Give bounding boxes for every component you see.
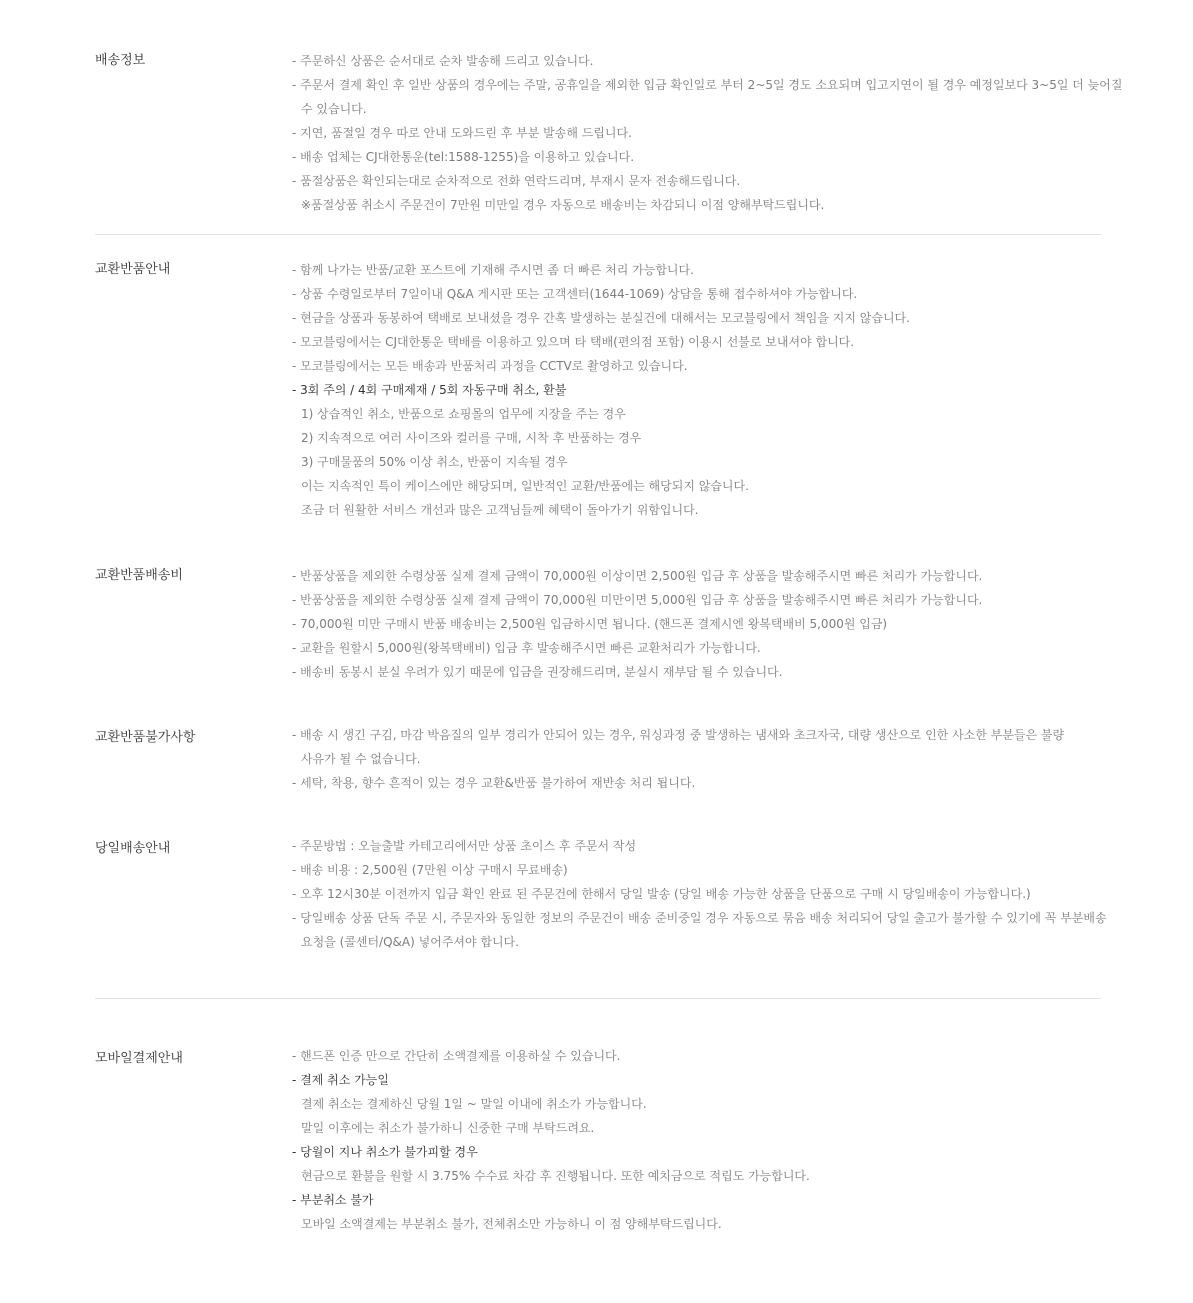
info-line: - 세탁, 착용, 향수 흔적이 있는 경우 교환&반품 불가하여 재반송 처리 됩니다.: [292, 776, 696, 790]
info-line: - 지연, 품절일 경우 따로 안내 도와드린 후 부분 발송해 드립니다.: [292, 126, 632, 140]
info-line: 3) 구매물품의 50% 이상 취소, 반품이 지속될 경우: [301, 455, 568, 469]
info-line: - 모코블링에서는 CJ대한통운 택배를 이용하고 있으며 타 택배(편의점 포함) 이용시 선불로 보내셔야 합니다.: [292, 335, 855, 349]
section-title: 모바일결제안내: [95, 1051, 183, 1066]
info-line: 이는 지속적인 특이 케이스에만 해당되며, 일반적인 교환/반품에는 해당되지 않습니다.: [301, 479, 749, 493]
info-line: 1) 상습적인 취소, 반품으로 쇼핑몰의 업무에 지장을 주는 경우: [301, 407, 626, 421]
info-line-emphasis: - 3회 주의 / 4회 구매제재 / 5회 자동구매 취소, 환불: [292, 383, 567, 397]
info-line: 사유가 될 수 없습니다.: [301, 752, 421, 766]
section-content: [292, 258, 1104, 522]
section-content: [292, 564, 1104, 684]
info-line: - 주문하신 상품은 순서대로 순차 발송해 드리고 있습니다.: [292, 54, 594, 68]
info-line: - 배송 시 생긴 구김, 마감 박음질의 일부 경리가 안되어 있는 경우, 워싱과정 중 발생하는 냄새와 초크자국, 대량 생산으로 인한 사소한 부분들은 불량: [292, 728, 1065, 742]
info-line: - 함께 나가는 반품/교환 포스트에 기재해 주시면 좀 더 빠른 처리 가능합니다.: [292, 263, 694, 277]
info-line: ※품절상품 취소시 주문건이 7만원 미만일 경우 자동으로 배송비는 차감되니 이점 양해부탁드립니다.: [301, 198, 825, 212]
info-line: - 오후 12시30분 이전까지 입금 확인 완료 된 주문건에 한해서 당일 발송 (당일 배송 가능한 상품을 단품으로 구매 시 당일배송이 가능합니다.): [292, 887, 1031, 901]
info-line: - 70,000원 미만 구매시 반품 배송비는 2,500원 입금하시면 됩니다. (핸드폰 결제시엔 왕복택배비 5,000원 입금): [292, 617, 888, 631]
info-line: 말일 이후에는 취소가 불가하니 신중한 구매 부탁드려요.: [301, 1121, 595, 1135]
info-line: - 품절상품은 확인되는대로 순차적으로 전화 연락드리며, 부재시 문자 전송해드립니다.: [292, 174, 741, 188]
section-title: 배송정보: [95, 53, 146, 68]
info-line: - 반품상품을 제외한 수령상품 실제 결제 금액이 70,000원 이상이면 2,500원 입금 후 상품을 발송해주시면 빠른 처리가 가능합니다.: [292, 569, 983, 583]
info-line: - 핸드폰 인증 만으로 간단히 소액결제를 이용하실 수 있습니다.: [292, 1049, 621, 1063]
info-line: 현금으로 환불을 원할 시 3.75% 수수료 차감 후 진행됩니다. 또한 예치금으로 적립도 가능합니다.: [301, 1169, 810, 1183]
info-line: 2) 지속적으로 여러 사이즈와 컬러를 구매, 시착 후 반품하는 경우: [301, 431, 642, 445]
info-line: 수 있습니다.: [301, 102, 367, 116]
info-line: - 반품상품을 제외한 수령상품 실제 결제 금액이 70,000원 미만이면 5,000원 입금 후 상품을 발송해주시면 빠른 처리가 가능합니다.: [292, 593, 983, 607]
info-line: - 상품 수령일로부터 7일이내 Q&A 게시판 또는 고객센터(1644-1069) 상담을 통해 접수하셔야 가능합니다.: [292, 287, 858, 301]
section-content: [292, 834, 1107, 954]
section-content: [292, 49, 1123, 217]
section-content: [292, 723, 1104, 795]
info-line: - 주문서 결제 확인 후 일반 상품의 경우에는 주말, 공휴일을 제외한 입금 확인일로 부터 2~5일 경도 소요되며 입고지연이 될 경우 예정일보다 3~5일 더 늦어질: [292, 78, 1123, 92]
info-line: - 주문방법 : 오늘출발 카테고리에서만 상품 초이스 후 주문서 작성: [292, 839, 637, 853]
info-line: 모바일 소액결제는 부분취소 불가, 전체취소만 가능하니 이 점 양해부탁드립니다.: [301, 1217, 722, 1231]
section-title: 당일배송안내: [95, 841, 171, 856]
info-line: - 모코블링에서는 모든 배송과 반품처리 과정을 CCTV로 촬영하고 있습니다.: [292, 359, 688, 373]
info-line: 요청을 (콜센터/Q&A) 넣어주셔야 합니다.: [301, 935, 519, 949]
section-divider: [95, 998, 1101, 999]
info-line: - 배송 업체는 CJ대한통운(tel:1588-1255)을 이용하고 있습니다.: [292, 150, 635, 164]
info-line: 조금 더 원활한 서비스 개선과 많은 고객님들께 혜택이 돌아가기 위함입니다.: [301, 503, 699, 517]
info-line: 결제 취소는 결제하신 당월 1일 ~ 말일 이내에 취소가 가능합니다.: [301, 1097, 647, 1111]
section-divider: [95, 234, 1101, 235]
info-line-emphasis: - 결제 취소 가능일: [292, 1073, 389, 1087]
info-line: - 배송비 동봉시 분실 우려가 있기 때문에 입금을 권장해드리며, 분실시 재부담 될 수 있습니다.: [292, 665, 783, 679]
info-line: - 당일배송 상품 단독 주문 시, 주문자와 동일한 정보의 주문건이 배송 준비중일 경우 자동으로 묶음 배송 처리되어 당일 출고가 불가할 수 있기에 꼭 부분배송: [292, 911, 1107, 925]
section-content: [292, 1044, 1104, 1236]
section-title: 교환반품배송비: [95, 568, 183, 583]
info-line-emphasis: - 부분취소 불가: [292, 1193, 374, 1207]
info-line-emphasis: - 당월이 지나 취소가 불가피할 경우: [292, 1145, 478, 1159]
info-line: - 교환을 원할시 5,000원(왕복택배비) 입금 후 발송해주시면 빠른 교환처리가 가능합니다.: [292, 641, 761, 655]
info-line: - 배송 비용 : 2,500원 (7만원 이상 구매시 무료배송): [292, 863, 568, 877]
section-title: 교환반품안내: [95, 262, 171, 277]
info-line: - 현금을 상품과 동봉하여 택배로 보내셨을 경우 간혹 발생하는 분실건에 대해서는 모코블링에서 책임을 지지 않습니다.: [292, 311, 910, 325]
section-title: 교환반품불가사항: [95, 730, 196, 745]
